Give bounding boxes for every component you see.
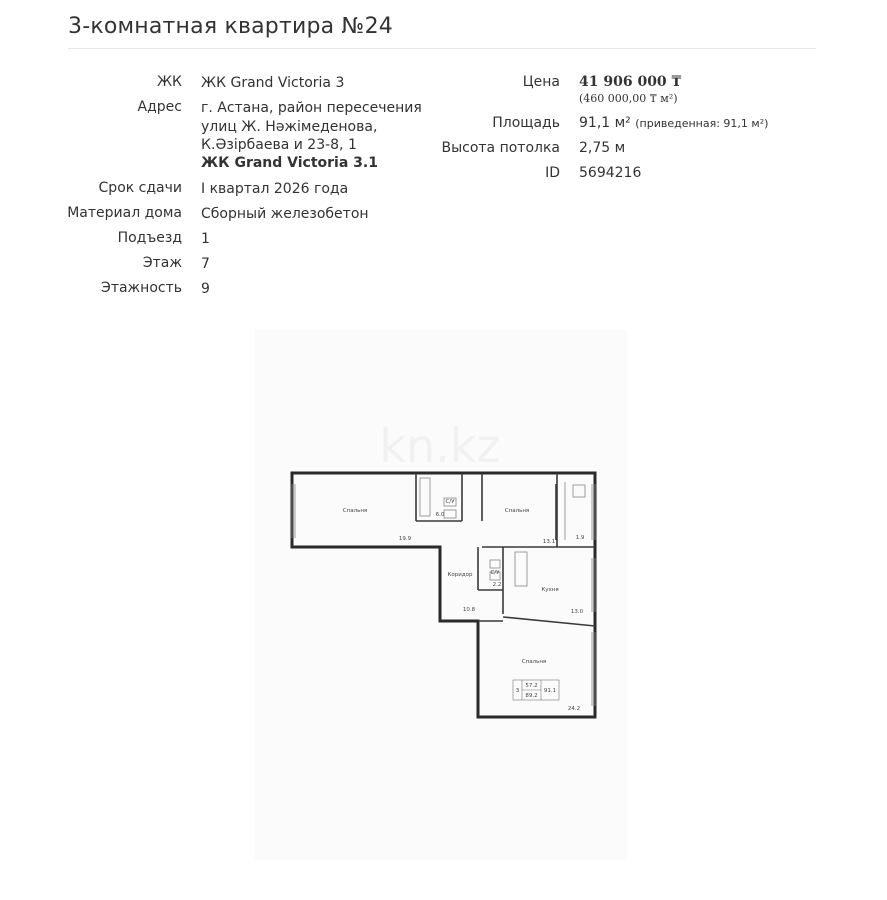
value-id: 5694216 bbox=[579, 165, 642, 181]
label-address: Адрес bbox=[137, 99, 182, 115]
watermark-text: kn.kz bbox=[379, 419, 501, 473]
label-price: Цена bbox=[522, 74, 560, 90]
room-bed3-label: Спальня bbox=[521, 659, 547, 665]
summary-total-a: 89.2 bbox=[525, 693, 538, 699]
value-floor: 7 bbox=[201, 256, 210, 272]
plan-inner-walls bbox=[416, 473, 595, 626]
summary-total-b: 91.1 bbox=[543, 688, 557, 694]
page-title: 3-комнатная квартира №24 bbox=[68, 14, 393, 39]
label-ceiling: Высота потолка bbox=[441, 140, 560, 156]
value-entrance: 1 bbox=[201, 231, 210, 247]
plan-outer-walls bbox=[292, 473, 595, 717]
room-bath2-label: С/У bbox=[490, 570, 500, 576]
room-bath1-label: С/У bbox=[445, 499, 455, 505]
room-corridor-label: Коридор bbox=[447, 572, 473, 578]
value-complex: ЖК Grand Victoria 3 bbox=[201, 75, 345, 91]
value-address-complex[interactable]: ЖК Grand Victoria 3.1 bbox=[201, 155, 378, 171]
label-id: ID bbox=[545, 165, 560, 181]
value-price: 41 906 000 ₸ bbox=[579, 74, 682, 90]
room-kitchen-label: Кухня bbox=[541, 587, 559, 593]
value-price-per-m2: (460 000,00 ₸ м²) bbox=[579, 92, 678, 105]
room-bed2-label: Спальня bbox=[504, 508, 530, 514]
label-entrance: Подъезд bbox=[117, 230, 182, 246]
value-ceiling: 2,75 м bbox=[579, 140, 626, 156]
label-complex: ЖК bbox=[156, 74, 182, 90]
room-bed1-area: 19.9 bbox=[398, 536, 412, 542]
value-address-line3: К.Әзірбаева и 23-8, 1 bbox=[201, 137, 357, 153]
summary-rooms: 3 bbox=[515, 688, 520, 694]
room-bath2-area: 2.2 bbox=[492, 582, 502, 588]
value-address-line2: улиц Ж. Нәжімеденова, bbox=[201, 118, 378, 135]
summary-living: 57.2 bbox=[525, 683, 538, 689]
label-material: Материал дома bbox=[67, 205, 182, 221]
room-corridor-area: 10.8 bbox=[462, 607, 476, 613]
room-bath1-area: 6.0 bbox=[435, 512, 445, 518]
label-area: Площадь bbox=[492, 115, 560, 131]
value-area-main: 91,1 м² bbox=[579, 115, 631, 131]
room-balcony-area: 1.9 bbox=[575, 535, 585, 541]
value-material: Сборный железобетон bbox=[201, 206, 369, 222]
room-bed1-label: Спальня bbox=[342, 508, 368, 514]
value-address-line1: г. Астана, район пересечения bbox=[201, 100, 422, 116]
label-deadline: Срок сдачи bbox=[98, 180, 182, 196]
plan-summary-box bbox=[513, 680, 559, 700]
room-bed3-area: 24.2 bbox=[567, 706, 581, 712]
value-area-reduced: (приведенная: 91,1 м²) bbox=[635, 117, 769, 130]
label-floors-total: Этажность bbox=[101, 280, 182, 296]
room-kitchen-area: 13.0 bbox=[570, 609, 584, 615]
value-floors-total: 9 bbox=[201, 281, 210, 297]
label-floor: Этаж bbox=[142, 255, 182, 271]
value-deadline: I квартал 2026 года bbox=[201, 181, 349, 197]
room-bed2-area: 13.1 bbox=[542, 539, 556, 545]
